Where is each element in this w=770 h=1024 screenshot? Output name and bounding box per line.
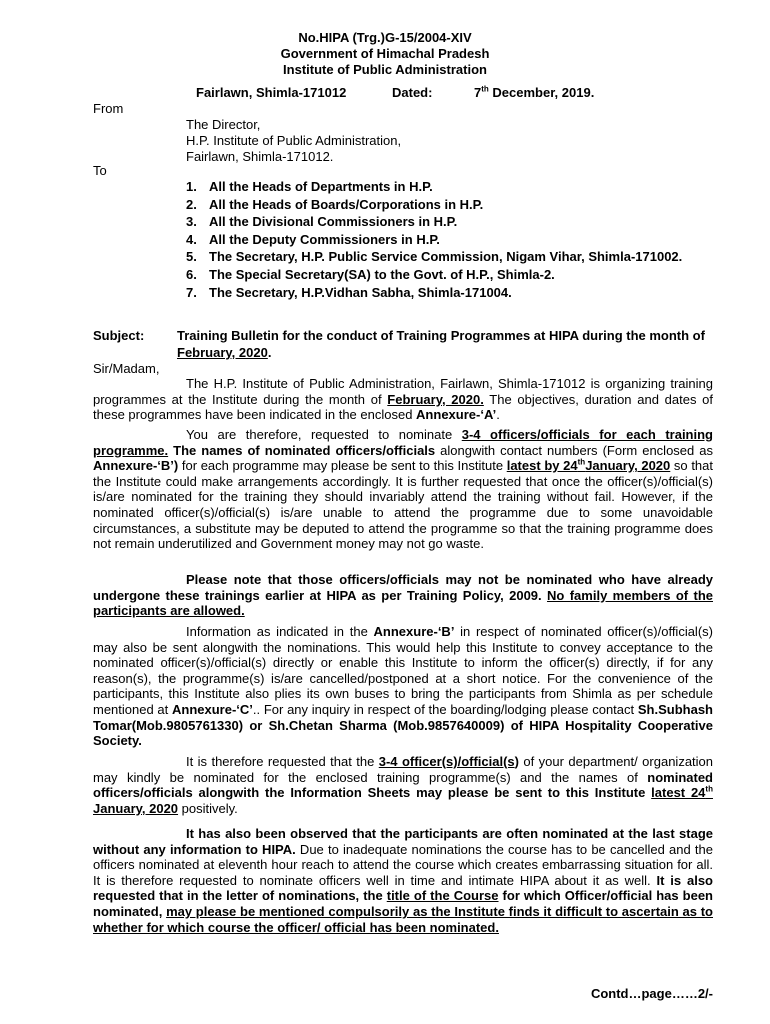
addressee-item	[186, 213, 726, 231]
text-run: th	[577, 457, 586, 467]
text-run: It is therefore requested that the	[186, 754, 379, 769]
sender-address	[186, 117, 401, 165]
text-run: January, 2020	[93, 800, 179, 816]
text-run: for which Officer/official has been nominated,	[93, 888, 713, 919]
text-run: Annexure-‘B’	[373, 624, 455, 639]
text-run: of your department/ organization may kindly be nominated for the enclosed training programme(s) and the names of	[93, 754, 714, 785]
text-run: Please note that those officers/officials may not be nominated who have already undergone these trainings earlier at HIPA as per Training Policy, 2009.	[93, 572, 713, 603]
text-run: It is also requested that in the letter of nominations, the	[93, 872, 713, 904]
text-run: in respect of nominated officer(s)/official(s) may also be sent alongwith the nominations. This would help this Institute to convey acceptance to the nominated officer(s)/official(s) directly or enable this Institute to inform the officer(s) directly, if for any reason(s), the programme(s) is/are cancelled/postponed at a short notice. For the convenience of the participants, this Institute also plies its own buses to bring the participants from Shimla as per schedule mentioned at	[93, 624, 713, 717]
addressee-text: All the Heads of Departments in H.P.	[209, 179, 433, 194]
letter-header	[0, 30, 770, 78]
date-day: 7	[474, 85, 482, 100]
text-run: Annexure-‘A’	[416, 407, 497, 423]
text-run: You are therefore, requested to nominate	[186, 427, 462, 442]
subject-label: Subject:	[93, 328, 145, 343]
addressee-number: 4.	[186, 231, 197, 247]
addressee-text: All the Divisional Commissioners in H.P.	[209, 214, 458, 230]
deadline	[507, 458, 671, 473]
addressee-item	[186, 196, 726, 214]
addressee-number: 7.	[186, 284, 197, 300]
text-run: No family members of the participants are allowed.	[93, 587, 713, 619]
text-run: 3-4 officer(s)/official(s	[378, 754, 515, 769]
sender-line: Fairlawn, Shimla-171012.	[186, 149, 334, 164]
addressee-number: 2.	[186, 196, 197, 212]
text-run: latest 24	[651, 785, 706, 801]
text-run: positively.	[178, 800, 238, 816]
addressee-item	[186, 178, 726, 196]
letter-date	[474, 85, 594, 101]
text-run: latest by 24	[506, 458, 578, 474]
text-run: The names of nominated officers/officials	[168, 442, 436, 458]
text-run: so that the Institute could make arrangements accordingly. It is further requested that once the officer(s)/official(s) is/are nominated for the training they should invariably attend the training without fail. However, if the nominated officer(s)/official(s) is/are unable to attend the programme due to some unavoidable circumstances, a substitute may be deputed to attend the programme so that the training programme does not remain underutilized and Government money may not go waste.	[93, 458, 713, 552]
addressee-item	[186, 231, 726, 249]
paragraph-6	[93, 826, 713, 935]
dateline	[196, 84, 595, 101]
text-run: title of the Course	[386, 888, 499, 904]
subject-text-part: Training Bulletin for the conduct of Training Programmes at HIPA during the month of	[177, 328, 705, 343]
date-rest: December, 2019.	[488, 85, 595, 100]
text-run: alongwith contact numbers (Form enclosed as	[435, 442, 713, 458]
text-run: .	[496, 407, 500, 423]
text-run: may please be mentioned compulsorily as the Institute finds it difficult to ascertain as to whether for which course the officer/ official has been nominated.	[93, 903, 713, 935]
addressee-number: 6.	[186, 266, 197, 282]
government-name: Government of Himachal Pradesh	[280, 46, 490, 61]
date-suffix: th	[481, 84, 489, 94]
paragraph-4	[93, 624, 713, 749]
from-label: From	[93, 101, 124, 116]
subject-month: February, 2020	[177, 345, 268, 360]
text-run: Annexure-‘B’)	[93, 458, 179, 474]
text-run: Annexure-‘C’	[172, 701, 253, 717]
text-run: Due to inadequate nominations the course has to be cancelled and the officers nominated at eleventh hour reach to attend the course which creates embarrassing situation for all. It is therefore requested to nominate officers well in time and intimate HIPA about it as well.	[93, 841, 713, 888]
sender-line: The Director,	[186, 117, 261, 132]
addressee-item	[186, 266, 726, 284]
text-run: It has also been observed that the participants are often nominated at the last stage without any information to HIPA.	[93, 826, 713, 857]
paragraph-2	[93, 427, 713, 552]
addressee-number: 5.	[186, 249, 197, 265]
subject-text	[177, 327, 713, 361]
text-run: Sh.Subhash Tomar(Mob.9805761330) or Sh.Chetan Sharma (Mob.9857640009) of HIPA Hospitality Cooperative Society.	[93, 701, 713, 749]
sender-line: H.P. Institute of Public Administration,	[186, 133, 402, 148]
paragraph-1	[93, 376, 713, 423]
text-run: 3-4 officers/officials for each training programme.	[93, 427, 713, 458]
addressee-text: All the Deputy Commissioners in H.P.	[209, 231, 440, 247]
text-run: Information as indicated in the	[186, 624, 374, 639]
subject-text-part: .	[267, 345, 272, 360]
reference-number: No.HIPA (Trg.)G-15/2004-XIV	[298, 30, 472, 45]
addressee-number: 1.	[186, 179, 197, 194]
continued-marker: Contd…page……2/-	[590, 986, 713, 1001]
paragraph-3	[93, 572, 713, 619]
institute-name: Institute of Public Administration	[283, 62, 487, 77]
addressee-item	[186, 248, 726, 266]
text-run: January, 2020	[585, 458, 671, 474]
text-run: nominated officers/officials alongwith the Information Sheets may please be sent to this Institute	[93, 769, 713, 801]
text-run: The H.P. Institute of Public Administration, Fairlawn, Shimla-171012 is organizing training programmes at the Institute during the month of	[93, 376, 713, 407]
dated-label: Dated:	[392, 85, 433, 100]
place: Fairlawn, Shimla-171012	[196, 85, 347, 100]
text-run: The objectives, duration and dates of these programmes have been indicated in the enclosed	[93, 391, 714, 423]
text-run: February, 2020.	[387, 391, 484, 407]
text-run: .. For any inquiry in respect of the boarding/lodging please contact	[252, 701, 638, 717]
addressee-list	[186, 178, 726, 301]
text-run: )	[514, 754, 519, 769]
addressee-text: The Secretary, H.P. Public Service Commission, Nigam Vihar, Shimla-171002.	[209, 249, 683, 265]
text-run: for each programme may please be sent to this Institute	[178, 458, 507, 474]
text-run: th	[705, 784, 713, 794]
paragraph-5	[93, 754, 713, 816]
addressee-number: 3.	[186, 214, 197, 230]
to-label: To	[93, 163, 107, 178]
addressee-text: The Special Secretary(SA) to the Govt. of H.P., Shimla-2.	[209, 266, 555, 282]
addressee-item	[186, 284, 726, 302]
addressee-text: The Secretary, H.P.Vidhan Sabha, Shimla-171004.	[209, 284, 512, 300]
addressee-text: All the Heads of Boards/Corporations in H.P.	[209, 196, 484, 212]
salutation: Sir/Madam,	[93, 361, 160, 376]
